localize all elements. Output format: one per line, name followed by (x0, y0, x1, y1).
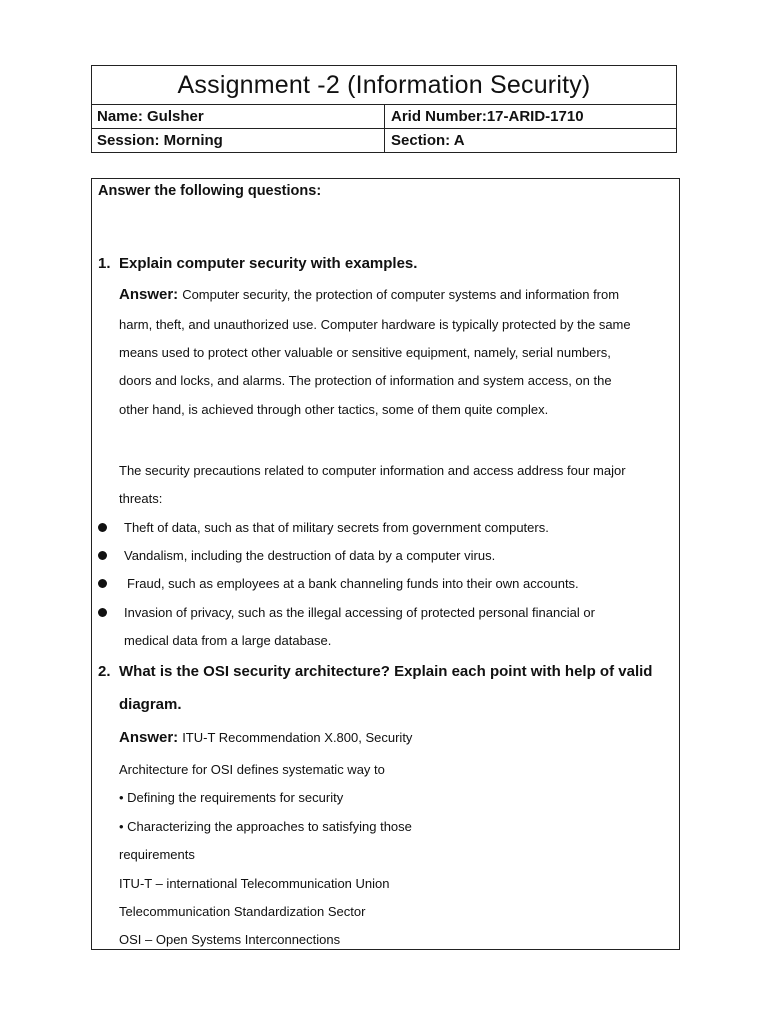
q2-answer-line: • Characterizing the approaches to satisfying those (119, 819, 412, 834)
bullet-icon (98, 579, 107, 588)
bullet-icon (98, 523, 107, 532)
question-1 (98, 255, 417, 272)
q1-answer-line: other hand, is achieved through other tactics, some of them quite complex. (119, 402, 549, 417)
q2-answer-line: requirements (119, 847, 195, 862)
answer-text: Computer security, the protection of computer systems and information from (182, 287, 620, 302)
bullet-item-continued: medical data from a large database. (124, 633, 332, 648)
q1-intro-line: threats: (119, 491, 163, 506)
question-2 (98, 663, 652, 680)
header-row-2 (92, 129, 676, 152)
question-number: 1. (98, 255, 111, 272)
document-title: Assignment -2 (Information Security) (92, 66, 676, 105)
q1-answer-line: harm, theft, and unauthorized use. Computer hardware is typically protected by the same (119, 317, 631, 332)
q2-answer-line: Architecture for OSI defines systematic way to (119, 762, 385, 777)
bullet-icon (98, 608, 107, 617)
question-text-continued: diagram. (119, 696, 182, 713)
answer-label: Answer: (119, 729, 179, 746)
q2-answer-line (119, 729, 412, 746)
q2-answer-line: ITU-T – international Telecommunication Union (119, 876, 390, 891)
answer-label: Answer: (119, 286, 179, 303)
question-text: Explain computer security with examples. (119, 255, 418, 272)
header-row-1 (92, 105, 676, 129)
bullet-item: Invasion of privacy, such as the illegal accessing of protected personal financial or (124, 605, 595, 620)
content-box (91, 178, 680, 950)
bullet-icon (98, 551, 107, 560)
q2-answer-line: • Defining the requirements for security (119, 790, 344, 805)
question-text: What is the OSI security architecture? Explain each point with help of valid (119, 663, 653, 680)
section: Section: A (391, 132, 465, 149)
bullet-item: Vandalism, including the destruction of data by a computer virus. (124, 548, 496, 563)
question-number: 2. (98, 663, 111, 680)
instruction: Answer the following questions: (98, 183, 322, 199)
session: Session: Morning (92, 129, 385, 152)
q1-answer-line: doors and locks, and alarms. The protection of information and system access, on the (119, 373, 612, 388)
bullet-item: Theft of data, such as that of military secrets from government computers. (124, 520, 549, 535)
header-table (91, 65, 677, 153)
arid-number: Arid Number:17-ARID-1710 (391, 108, 584, 125)
q1-answer-line (119, 286, 619, 303)
q1-intro-line: The security precautions related to computer information and access address four major (119, 463, 626, 478)
q2-answer-line: OSI – Open Systems Interconnections (119, 932, 341, 947)
student-name: Name: Gulsher (92, 105, 385, 128)
answer-text: ITU-T Recommendation X.800, Security (182, 730, 413, 745)
q1-answer-line: means used to protect other valuable or sensitive equipment, namely, serial numbers, (119, 345, 611, 360)
bullet-item: Fraud, such as employees at a bank channeling funds into their own accounts. (127, 576, 579, 591)
q2-answer-line: Telecommunication Standardization Sector (119, 904, 366, 919)
